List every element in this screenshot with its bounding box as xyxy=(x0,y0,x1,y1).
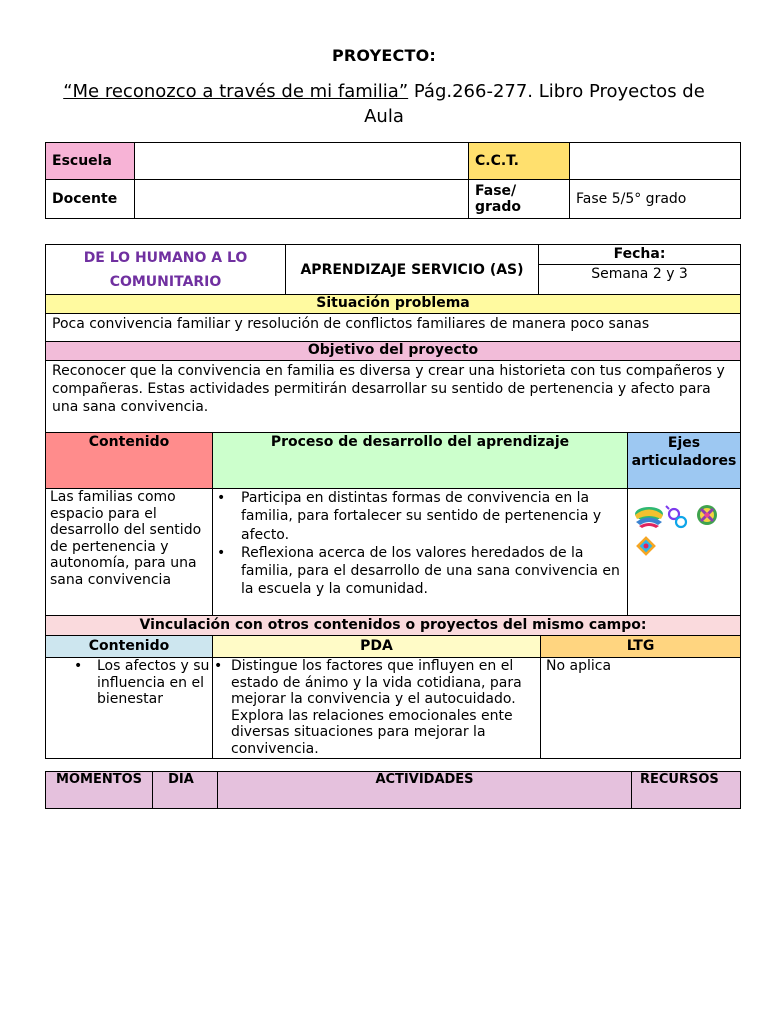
vida-saludable-icon xyxy=(636,536,656,556)
cct-label: C.C.T. xyxy=(469,143,570,180)
fase-grado-label: Fase/ grado xyxy=(469,180,570,219)
project-plan-table xyxy=(45,244,741,759)
fecha-value: Semana 2 y 3 xyxy=(539,265,741,295)
proceso-cell xyxy=(213,489,628,616)
momentos-table xyxy=(45,771,741,809)
ejes-cell xyxy=(628,489,741,616)
objetivo-heading: Objetivo del proyecto xyxy=(46,342,741,361)
escuela-field[interactable] xyxy=(135,143,469,180)
school-info-table xyxy=(45,142,741,219)
docente-field[interactable] xyxy=(135,180,469,219)
proceso-header: Proceso de desarrollo del aprendizaje xyxy=(213,433,628,489)
fecha-label: Fecha: xyxy=(539,245,741,265)
momentos-header: MOMENTOS xyxy=(46,772,153,809)
proceso-item: • Reflexiona acerca de los valores heredados de la familia, para el desarrollo de una sana convivencia en la escuela y la comunidad. xyxy=(213,544,627,599)
ltg-header: LTG xyxy=(541,636,741,658)
contenido-cell: Las familias como espacio para el desarrollo del sentido de pertenencia y autonomía, para una sana convivencia xyxy=(46,489,213,616)
ejes-icons-graphic xyxy=(628,489,741,559)
document-title: PROYECTO: xyxy=(331,46,437,65)
escuela-label: Escuela xyxy=(46,143,135,180)
fase-grado-field[interactable]: Fase 5/5° grado xyxy=(570,180,741,219)
dia-header: DIA xyxy=(153,772,218,809)
project-reference: Pág.266-277. Libro Proyectos de Aula xyxy=(364,81,705,127)
cct-field[interactable] xyxy=(570,143,741,180)
metodologia: APRENDIZAJE SERVICIO (AS) xyxy=(286,245,539,295)
project-title xyxy=(60,79,708,129)
project-name: “Me reconozco a través de mi familia” xyxy=(63,81,409,102)
igualdad-genero-icon xyxy=(666,506,686,527)
pda-item: • Distingue los factores que influyen en el estado de ánimo y la vida cotidiana, para mejorar la convivencia y el autocuidado. Explora las relaciones emocionales ente diversas situaciones para mejorar la convivencia. xyxy=(213,658,540,758)
proceso-item: • Participa en distintas formas de convivencia en la familia, para fortalecer su sentido de pertenencia y afecto. xyxy=(213,489,627,544)
interculturalidad-icon xyxy=(697,505,717,525)
ejes-header: Ejes articuladores xyxy=(628,433,741,489)
ejes-icons xyxy=(628,489,740,549)
vinculacion-contenido-item: • Los afectos y su influencia en el bienestar xyxy=(46,658,212,708)
vinculacion-heading: Vinculación con otros contenidos o proyectos del mismo campo: xyxy=(46,616,741,636)
pda-header: PDA xyxy=(213,636,541,658)
vinculacion-contenido-cell xyxy=(46,658,213,759)
situacion-problema-text: Poca convivencia familiar y resolución de conflictos familiares de manera poco sanas xyxy=(46,314,741,342)
docente-label: Docente xyxy=(46,180,135,219)
situacion-problema-heading: Situación problema xyxy=(46,295,741,314)
recursos-header: RECURSOS xyxy=(632,772,741,809)
contenido-header: Contenido xyxy=(46,433,213,489)
vinculacion-contenido-header: Contenido xyxy=(46,636,213,658)
campo-formativo: DE LO HUMANO A LO COMUNITARIO xyxy=(46,245,286,295)
ltg-cell: No aplica xyxy=(541,658,741,759)
pda-cell xyxy=(213,658,541,759)
inclusion-icon xyxy=(635,507,663,528)
objetivo-text: Reconocer que la convivencia en familia es diversa y crear una historieta con tus compañeros y compañeras. Estas actividades permitirán desarrollar su sentido de pertenencia y afecto para una sana convivencia. xyxy=(46,361,741,433)
actividades-header: ACTIVIDADES xyxy=(218,772,632,809)
